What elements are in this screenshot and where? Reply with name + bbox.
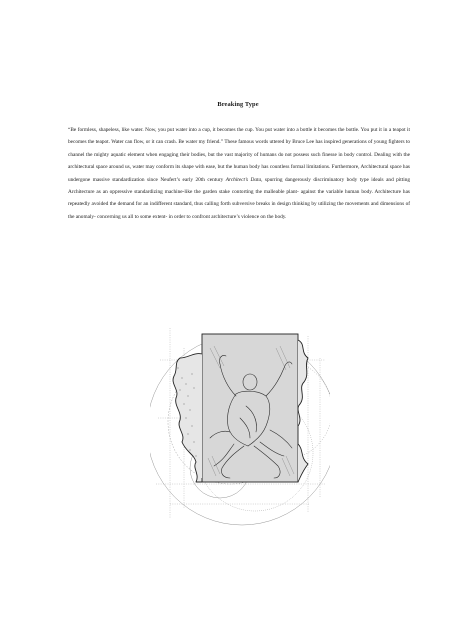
paragraph-text-part2: , spurring dangerously discriminatory body type ideals and pitting Architecture as an oppressive standardizing machine-like the garden stake contorting the malleable plant- against the variable human body. Architecture has repeatedly avoided the demand for an indifferent standard, thus calling forth subversive breaks in design thinking by utilizing the movements and dimensions of the anomaly- concerning us all to some extent- in order to confront architecture’s violence on the body.: [68, 176, 410, 220]
body-diagram-svg: [150, 318, 330, 528]
paragraph-italic-title: Architect’s Data: [225, 176, 262, 183]
standard-frame-rect: [202, 334, 298, 482]
body-paragraph: [68, 124, 410, 223]
figure-body-diagram: [150, 318, 330, 528]
paragraph-text-part1: “Be formless, shapeless, like water. Now, you put water into a cup, it becomes the cup. You put water into a bottle it becomes the bottle. You put it in a teapot it becomes the teapot. Water can flow, or it can crash. Be water my friend.” These famous words uttered by Bruce Lee has inspired generations of young fighters to channel the mighty aquatic element when engaging their bodies, but the vast majority of humans do not possess such finesse in body control. Dealing with the architectural space around us, water may conform its shape with ease, but the human body has countless formal limitations. Furthermore, Architectural space has undergone massive standardization since Neufert’s early 20th century: [68, 127, 410, 183]
document-title: Breaking Type: [217, 101, 259, 108]
